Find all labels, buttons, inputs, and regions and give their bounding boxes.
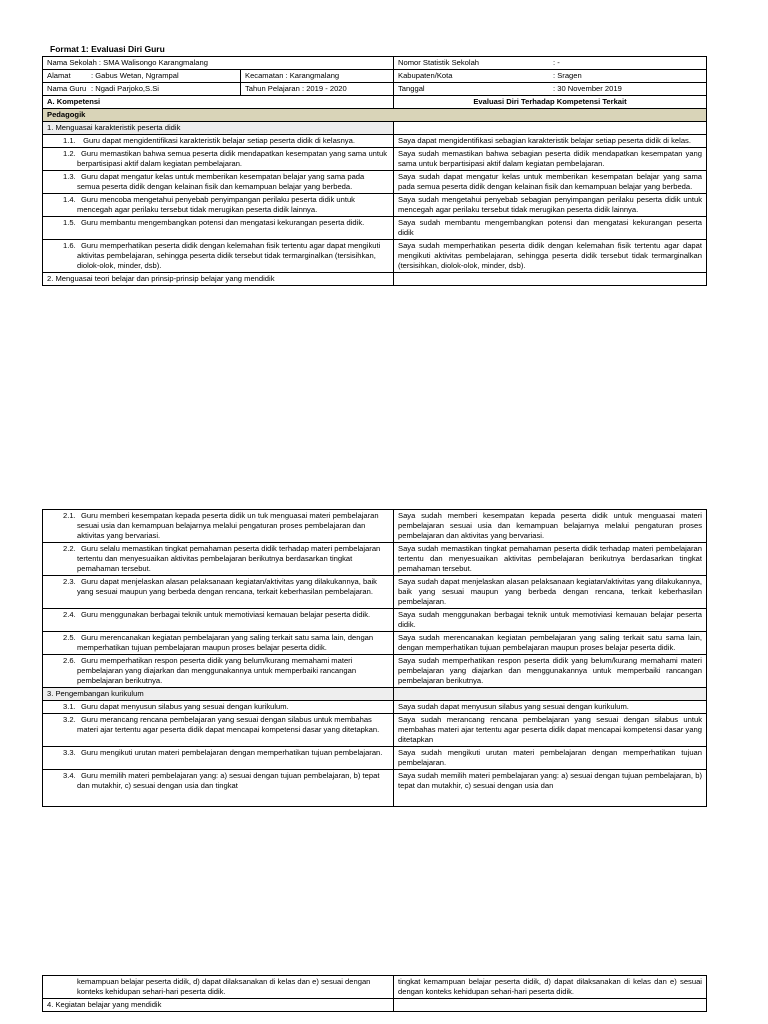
indicator-text: 2.4. Guru menggunakan berbagai teknik untuk memotiviasi kemauan belajar peserta didik. bbox=[43, 609, 394, 632]
table-row bbox=[43, 701, 707, 714]
self-evaluation-text: Saya sudah memastikan bahwa sebagian peserta didik mendapatkan kesempatan yang sama untuk berpartisipasi aktif dalam kegiatan pembelajaran. bbox=[394, 148, 707, 171]
table-row bbox=[43, 148, 707, 171]
date bbox=[394, 83, 707, 96]
indicator-text: 3.3. Guru mengikuti urutan materi pembelajaran dengan memperhatikan tujuan pembelajaran. bbox=[43, 747, 394, 770]
section-4-empty bbox=[394, 999, 707, 1012]
table-row bbox=[43, 576, 707, 609]
indicator-text: 1.2. Guru memastikan bahwa semua peserta didik mendapatkan kesempatan yang sama untuk berpartisipasi aktif dalam kegiatan pembelajaran. bbox=[43, 148, 394, 171]
pedagogik-heading: Pedagogik bbox=[43, 109, 707, 122]
self-evaluation-text: Saya sudah menggunakan berbagai teknik untuk memotiviasi kemauan belajar peserta didik. bbox=[394, 609, 707, 632]
self-evaluation-heading: Evaluasi Diri Terhadap Kompetensi Terkait bbox=[394, 96, 707, 109]
self-evaluation-text: Saya sudah memberi kesempatan kepada peserta didik untuk menguasai materi pembelajaran sesuai usia dan kemampuan belajarnya melalui pengaturan proses pembelajaran dan aktivitas yang bervariasi. bbox=[394, 510, 707, 543]
regency bbox=[394, 70, 707, 83]
regency-value: : Sragen bbox=[553, 71, 582, 80]
section-3-empty bbox=[394, 688, 707, 701]
section-1-title: 1. Menguasai karakteristik peserta didik bbox=[43, 122, 394, 135]
table-row bbox=[43, 714, 707, 747]
indicator-text: 1.3. Guru dapat mengatur kelas untuk memberikan kesempatan belajar yang sama pada semua peserta didik dengan kelainan fisik dan kemampuan belajar yang berbeda. bbox=[43, 171, 394, 194]
indicator-text: 2.2. Guru selalu memastikan tingkat pemahaman peserta didik terhadap materi pembelajaran tertentu dan menyesuaikan aktivitas pembelajaran berikutnya berdasarkan tingkat pemahaman tersebut. bbox=[43, 543, 394, 576]
header-row-school bbox=[43, 57, 707, 70]
academic-year: Tahun Pelajaran : 2019 - 2020 bbox=[241, 83, 394, 96]
table-row bbox=[43, 976, 707, 999]
school-stat-label: Nomor Statistik Sekolah bbox=[398, 58, 480, 67]
date-label: Tanggal bbox=[398, 84, 425, 93]
indicator-text: 3.4. Guru memilih materi pembelajaran yang: a) sesuai dengan tujuan pembelajaran, b) tepat dan mutakhir, c) sesuai dengan usia dan tingkat bbox=[43, 770, 394, 807]
indicator-text-continued: kemampuan belajar peserta didik, d) dapat dilaksanakan di kelas dan e) sesuai dengan konteks kehidupan sehari-hari peserta didik. bbox=[43, 976, 394, 999]
teacher-value: : Ngadi Parjoko,S.Si bbox=[91, 84, 159, 93]
regency-label: Kabupaten/Kota bbox=[398, 71, 453, 80]
self-evaluation-text: Saya sudah mengetahui penyebab sebagian penyimpangan perilaku peserta didik untuk mencegah agar perilaku tersebut tidak merugikan peserta didik lainnya. bbox=[394, 194, 707, 217]
indicator-text: 2.1. Guru memberi kesempatan kepada peserta didik un tuk menguasai materi pembelajaran sesuai usia dan kemampuan belajarnya melalui pengaturan proses pembelajaran dan aktivitas yang bervariasi. bbox=[43, 510, 394, 543]
indicator-text: 2.5. Guru merencanakan kegiatan pembelajaran yang saling terkait satu sama lain, dengan memperhatikan tujuan pembelajaran maupun proses belajar peserta didik. bbox=[43, 632, 394, 655]
indicator-text: 3.1. Guru dapat menyusun silabus yang sesuai dengan kurikulum. bbox=[43, 701, 394, 714]
self-evaluation-text: Saya sudah merancang rencana pembelajaran yang sesuai dengan silabus untuk membahas materi ajar tertentu agar peserta didik dapat mencapai kompetensi dasar yang ditetapkan bbox=[394, 714, 707, 747]
self-evaluation-text: Saya sudah memilih materi pembelajaran yang: a) sesuai dengan tujuan pembelajaran, b) tepat dan mutakhir, c) sesuai dengan usia dan bbox=[394, 770, 707, 807]
self-evaluation-text: Saya sudah merencanakan kegiatan pembelajaran yang saling terkait satu sama lain, dengan memperhatikan tujuan pembelajaran maupun proses belajar peserta didik. bbox=[394, 632, 707, 655]
header-row-address bbox=[43, 70, 707, 83]
section-3-title: 3. Pengembangan kurikulum bbox=[43, 688, 394, 701]
district: Kecamatan : Karangmalang bbox=[241, 70, 394, 83]
self-evaluation-text: Saya sudah memperhatikan peserta didik dengan kelemahan fisik tertentu agar dapat mengikuti aktivitas pembelajaran, sehingga peserta didik tersebut tidak termarginalkan (tersisihkan, diolok-olok, minder, dsb). bbox=[394, 240, 707, 273]
table-row bbox=[43, 632, 707, 655]
table-row bbox=[43, 510, 707, 543]
table-row bbox=[43, 135, 707, 148]
address-label: Alamat bbox=[47, 71, 71, 80]
teacher-label: Nama Guru bbox=[47, 84, 87, 93]
self-evaluation-text: Saya dapat mengidentifikasi sebagian karakteristik belajar setiap peserta didik di kelas. bbox=[394, 135, 707, 148]
evaluation-table-page-3 bbox=[42, 975, 707, 1012]
section-1-empty bbox=[394, 122, 707, 135]
indicator-text: 1.1. Guru dapat mengidentifikasi karakteristik belajar setiap peserta didik di kelasnya. bbox=[43, 135, 394, 148]
competency-header-row bbox=[43, 96, 707, 109]
indicator-text: 1.6. Guru memperhatikan peserta didik dengan kelemahan fisik tertentu agar dapat mengikuti aktivitas pembelajaran, sehingga peserta didik tersebut tidak termarginalkan (tersisihkan, diolok-olok, minder, dsb). bbox=[43, 240, 394, 273]
table-row bbox=[43, 609, 707, 632]
evaluation-table-page-1 bbox=[42, 56, 707, 286]
self-evaluation-text: Saya sudah memastikan tingkat pemahaman peserta didik terhadap materi pembelajaran tertentu dan menyesuaikan aktivitas pembelajaran berikutnya berdasarkan tingkat pemahaman tersebut. bbox=[394, 543, 707, 576]
table-row bbox=[43, 543, 707, 576]
table-row bbox=[43, 655, 707, 688]
indicator-text: 2.3. Guru dapat menjelaskan alasan pelaksanaan kegiatan/aktivitas yang dilakukannya, baik yang sesuai maupun yang berbeda dengan rencana, terkait keberhasilan pembelajaran. bbox=[43, 576, 394, 609]
self-evaluation-text-continued: tingkat kemampuan belajar peserta didik, d) dapat dilaksanakan di kelas dan e) sesuai dengan konteks kehidupan sehari-hari peserta didik. bbox=[394, 976, 707, 999]
teacher-name bbox=[43, 83, 241, 96]
table-row bbox=[43, 171, 707, 194]
table-row bbox=[43, 240, 707, 273]
self-evaluation-text: Saya sudah dapat mengatur kelas untuk memberikan kesempatan belajar yang sama pada semua peserta didik dengan kelainan fisik dan kemampuan belajar yang berbeda. bbox=[394, 171, 707, 194]
section-2-empty bbox=[394, 273, 707, 286]
school-stat-number bbox=[394, 57, 707, 70]
date-value: : 30 November 2019 bbox=[553, 84, 622, 93]
self-evaluation-text: Saya sudah mengikuti urutan materi pembelajaran dengan memperhatikan tujuan pembelajaran. bbox=[394, 747, 707, 770]
evaluation-table-page-2 bbox=[42, 509, 707, 807]
table-row bbox=[43, 747, 707, 770]
section-heading-row bbox=[43, 273, 707, 286]
school-stat-value: : - bbox=[553, 58, 560, 67]
self-evaluation-text: Saya sudah memperhatikan respon peserta didik yang belum/kurang memahami materi pembelajaran yang diajarkan dan menggunakannya untuk memperbaiki rancangan pembelajaran berikutnya. bbox=[394, 655, 707, 688]
self-evaluation-text: Saya sudah dapat menyusun silabus yang sesuai dengan kurikulum. bbox=[394, 701, 707, 714]
table-row bbox=[43, 194, 707, 217]
section-heading-row bbox=[43, 122, 707, 135]
address bbox=[43, 70, 241, 83]
self-evaluation-text: Saya sudah dapat menjelaskan alasan pelaksanaan kegiatan/aktivitas yang dilakukannya, baik yang sesuai maupun yang berbeda dengan rencana, terkait keberhasilan pembelajaran. bbox=[394, 576, 707, 609]
indicator-text: 1.4. Guru mencoba mengetahui penyebab penyimpangan perilaku peserta didik untuk mencegah agar perilaku tersebut tidak merugikan peserta didik lainnya. bbox=[43, 194, 394, 217]
header-row-teacher bbox=[43, 83, 707, 96]
indicator-text: 1.5. Guru membantu mengembangkan potensi dan mengatasi kekurangan peserta didik. bbox=[43, 217, 394, 240]
section-heading-row bbox=[43, 688, 707, 701]
indicator-text: 3.2. Guru merancang rencana pembelajaran yang sesuai dengan silabus untuk membahas materi ajar tertentu agar peserta didik dapat mencapai kompetensi dasar yang ditetapkan. bbox=[43, 714, 394, 747]
table-row bbox=[43, 770, 707, 807]
table-row bbox=[43, 217, 707, 240]
pedagogik-row bbox=[43, 109, 707, 122]
competency-heading: A. Kompetensi bbox=[43, 96, 394, 109]
self-evaluation-text: Saya sudah membantu mengembangkan potensi dan mengatasi kekurangan peserta didik bbox=[394, 217, 707, 240]
format-title: Format 1: Evaluasi Diri Guru bbox=[50, 44, 165, 54]
indicator-text: 2.6. Guru memperhatikan respon peserta didik yang belum/kurang memahami materi pembelajaran yang diajarkan dan menggunakannya untuk memperbaiki rancangan pembelajaran berikutnya. bbox=[43, 655, 394, 688]
school-name: Nama Sekolah : SMA Walisongo Karangmalang bbox=[43, 57, 394, 70]
section-heading-row bbox=[43, 999, 707, 1012]
address-value: : Gabus Wetan, Ngrampal bbox=[91, 71, 179, 80]
section-2-title: 2. Menguasai teori belajar dan prinsip-prinsip belajar yang mendidik bbox=[43, 273, 394, 286]
section-4-title: 4. Kegiatan belajar yang mendidik bbox=[43, 999, 394, 1012]
